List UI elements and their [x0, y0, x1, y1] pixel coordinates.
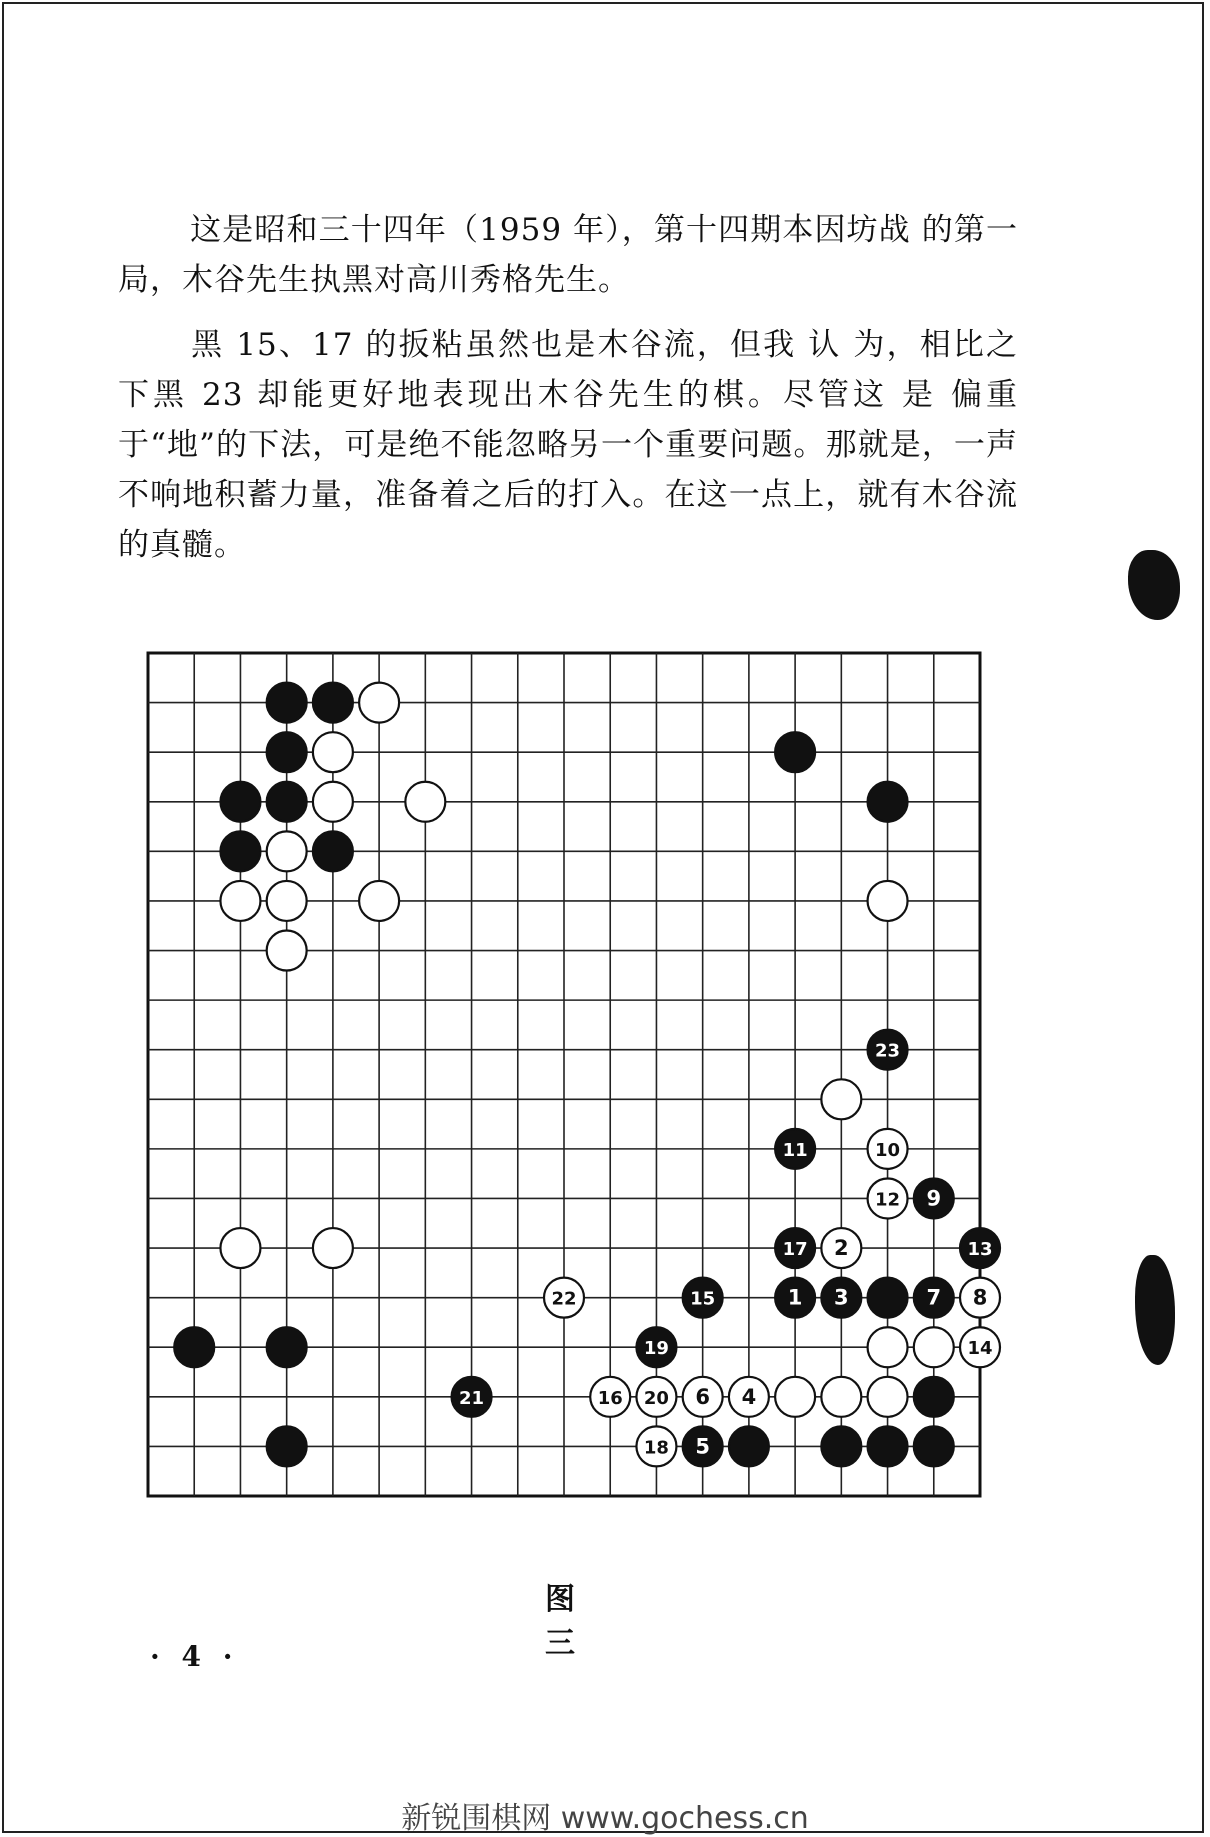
move-number: 12 — [875, 1189, 901, 1211]
stone-circle — [868, 1426, 908, 1466]
black-stone — [174, 1327, 214, 1367]
stone-circle — [174, 1327, 214, 1367]
black-stone — [313, 683, 353, 723]
white-stone — [359, 881, 399, 921]
white-stone — [821, 1079, 861, 1119]
stone-circle — [267, 683, 307, 723]
board-stones — [174, 683, 1000, 1467]
move-number: 17 — [782, 1239, 808, 1261]
white-stone — [960, 1327, 1000, 1367]
white-stone — [636, 1377, 676, 1417]
white-stone — [868, 1129, 908, 1169]
white-stone — [220, 881, 260, 921]
white-stone — [868, 881, 908, 921]
stone-circle — [220, 831, 260, 871]
white-stone — [960, 1278, 1000, 1318]
watermark: 新锐围棋网 www.gochess.cn — [401, 1801, 809, 1836]
move-number: 5 — [695, 1434, 710, 1459]
black-stone — [683, 1426, 723, 1466]
move-number: 23 — [875, 1040, 901, 1062]
white-stone — [267, 831, 307, 871]
stone-circle — [821, 1426, 861, 1466]
stone-circle — [267, 1426, 307, 1466]
black-stone — [914, 1178, 954, 1218]
black-stone — [868, 1030, 908, 1070]
white-stone — [590, 1377, 630, 1417]
stone-circle — [313, 1228, 353, 1268]
stone-circle — [220, 782, 260, 822]
black-stone — [267, 1426, 307, 1466]
black-stone — [821, 1278, 861, 1318]
stone-circle — [405, 782, 445, 822]
white-stone — [868, 1178, 908, 1218]
white-stone — [220, 1228, 260, 1268]
stone-circle — [868, 1327, 908, 1367]
white-stone — [821, 1228, 861, 1268]
move-number: 15 — [690, 1288, 716, 1310]
stone-circle — [914, 1426, 954, 1466]
black-stone — [914, 1278, 954, 1318]
move-number: 4 — [741, 1384, 757, 1409]
move-number: 7 — [926, 1285, 942, 1310]
white-stone — [313, 782, 353, 822]
move-number: 22 — [551, 1288, 577, 1310]
move-number: 3 — [834, 1285, 849, 1310]
stone-circle — [267, 782, 307, 822]
black-stone — [868, 1426, 908, 1466]
white-stone — [914, 1327, 954, 1367]
black-stone — [220, 831, 260, 871]
move-number: 14 — [967, 1338, 993, 1360]
black-stone — [868, 1278, 908, 1318]
black-stone — [914, 1377, 954, 1417]
stone-circle — [821, 1377, 861, 1417]
move-number: 11 — [782, 1139, 808, 1161]
move-number: 8 — [972, 1285, 988, 1310]
black-stone — [729, 1426, 769, 1466]
white-stone — [636, 1426, 676, 1466]
stone-circle — [359, 881, 399, 921]
stone-circle — [267, 831, 307, 871]
stone-circle — [313, 782, 353, 822]
stone-circle — [729, 1426, 769, 1466]
figure-caption: 图 三 — [545, 1582, 685, 1661]
stone-circle — [267, 1327, 307, 1367]
stone-circle — [868, 1377, 908, 1417]
move-number: 2 — [834, 1236, 849, 1261]
stone-circle — [868, 1278, 908, 1318]
white-stone — [775, 1377, 815, 1417]
stone-circle — [267, 931, 307, 971]
stone-circle — [267, 881, 307, 921]
stone-circle — [914, 1327, 954, 1367]
move-number: 19 — [643, 1338, 669, 1360]
black-stone — [868, 782, 908, 822]
white-stone — [267, 881, 307, 921]
move-number: 10 — [875, 1139, 901, 1161]
stone-circle — [220, 1228, 260, 1268]
black-stone — [267, 782, 307, 822]
stone-circle — [821, 1079, 861, 1119]
white-stone — [729, 1377, 769, 1417]
stone-circle — [914, 1377, 954, 1417]
white-stone — [313, 732, 353, 772]
black-stone — [775, 1228, 815, 1268]
stone-circle — [220, 881, 260, 921]
stone-circle — [267, 732, 307, 772]
black-stone — [775, 1129, 815, 1169]
stone-circle — [313, 683, 353, 723]
black-stone — [313, 831, 353, 871]
black-stone — [914, 1426, 954, 1466]
black-stone — [683, 1278, 723, 1318]
white-stone — [868, 1377, 908, 1417]
stone-circle — [313, 732, 353, 772]
stone-circle — [868, 782, 908, 822]
stone-circle — [775, 1377, 815, 1417]
move-number: 1 — [787, 1285, 803, 1310]
move-number: 18 — [643, 1437, 669, 1459]
move-number: 6 — [695, 1384, 710, 1409]
board-grid — [148, 653, 980, 1496]
black-stone — [452, 1377, 492, 1417]
white-stone — [544, 1278, 584, 1318]
paragraph-2-text: 黑 15、17 的扳粘虽然也是木谷流，但我 认 为，相比之下黑 23 却能更好地表现出木谷先生的棋。尽管这 是 偏重于“地”的下法，可是绝不能忽略另一个重要问题。那就是，一声不响地积蓄力量，准备着之后的打入。在这一点上，就有木谷流的真髓。 — [118, 327, 1018, 563]
stone-circle — [359, 683, 399, 723]
black-stone — [821, 1426, 861, 1466]
black-stone — [636, 1327, 676, 1367]
page-number: · 4 · — [150, 1640, 239, 1673]
black-stone — [775, 732, 815, 772]
move-number: 16 — [597, 1387, 623, 1409]
white-stone — [821, 1377, 861, 1417]
move-number: 21 — [459, 1387, 485, 1409]
paragraph-1-text: 这是昭和三十四年（1959 年），第十四期本因坊战 的第一局，木谷先生执黑对高川秀格先生。 — [118, 212, 1018, 298]
move-number: 13 — [967, 1239, 993, 1261]
move-number: 20 — [643, 1387, 669, 1409]
white-stone — [405, 782, 445, 822]
stone-circle — [775, 732, 815, 772]
stone-circle — [868, 881, 908, 921]
black-stone — [267, 683, 307, 723]
move-number: 9 — [926, 1186, 942, 1211]
white-stone — [267, 931, 307, 971]
black-stone — [960, 1228, 1000, 1268]
black-stone — [267, 1327, 307, 1367]
white-stone — [313, 1228, 353, 1268]
black-stone — [775, 1278, 815, 1318]
white-stone — [683, 1377, 723, 1417]
white-stone — [359, 683, 399, 723]
stone-circle — [313, 831, 353, 871]
white-stone — [868, 1327, 908, 1367]
black-stone — [220, 782, 260, 822]
black-stone — [267, 732, 307, 772]
